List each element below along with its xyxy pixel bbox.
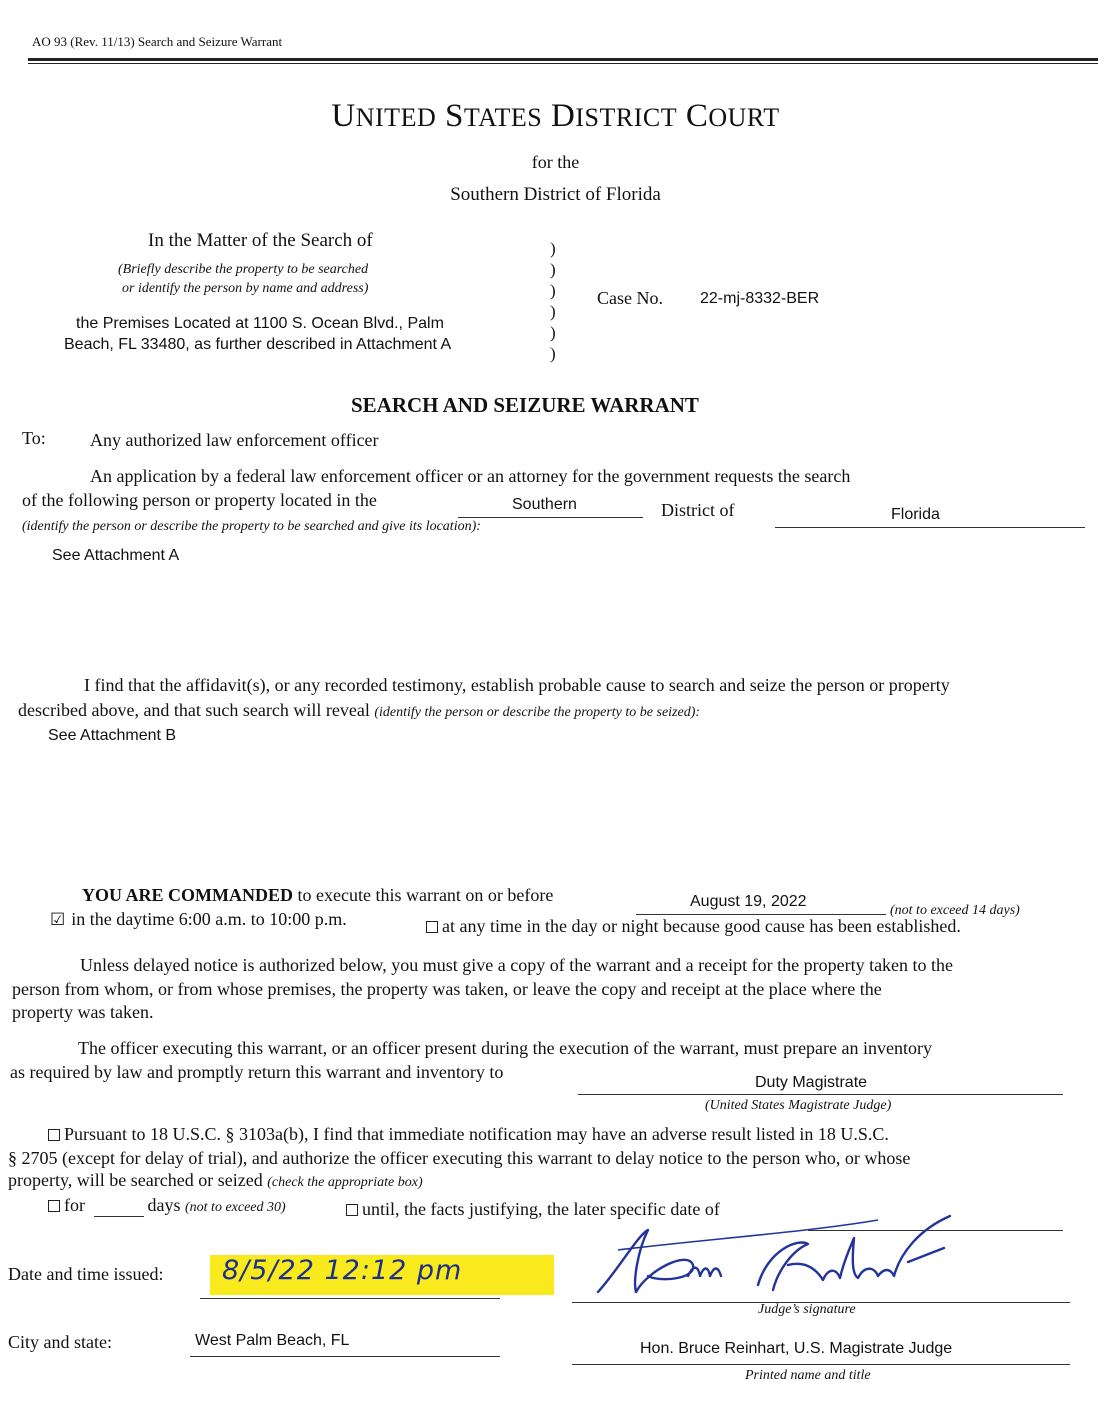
- application-instruction: (identify the person or describe the property to be searched and give its location):: [22, 519, 481, 534]
- anytime-option[interactable]: at any time in the day or night because good cause has been established.: [426, 916, 961, 937]
- to-recipient: Any authorized law enforcement officer: [90, 430, 379, 450]
- pursuant-line-3: property, will be searched or seized (check the appropriate box): [8, 1170, 423, 1190]
- matter-instruction-2: or identify the person by name and address): [122, 281, 369, 296]
- days-blank[interactable]: [94, 1195, 144, 1217]
- to-label: To:: [22, 428, 46, 448]
- judge-printed-name: Hon. Bruce Reinhart, U.S. Magistrate Judge: [640, 1340, 953, 1357]
- command-date-line: [636, 914, 886, 915]
- district-value: Southern: [512, 496, 577, 513]
- pursuant-line-1[interactable]: Pursuant to 18 U.S.C. § 3103a(b), I find that immediate notification may have an adverse result listed in 18 U.S.C.: [48, 1124, 889, 1145]
- unchecked-box-icon: [346, 1204, 358, 1216]
- unchecked-box-icon: [48, 1200, 60, 1212]
- inventory-value: Duty Magistrate: [755, 1074, 868, 1091]
- checked-box-icon: ☑: [50, 910, 66, 929]
- premises-line-1: the Premises Located at 1100 S. Ocean Blvd., Palm: [76, 315, 444, 332]
- application-line-2: of the following person or property located in the: [22, 490, 377, 510]
- district-of-label: District of: [661, 500, 735, 520]
- inventory-caption: (United States Magistrate Judge): [705, 1098, 892, 1113]
- form-id: AO 93 (Rev. 11/13) Search and Seizure Warrant: [32, 34, 283, 49]
- matter-heading: In the Matter of the Search of: [148, 230, 373, 251]
- header-rule: [28, 58, 1098, 61]
- notice-line-2: person from whom, or from whose premises, the property was taken, or leave the copy and receipt at the place where the: [12, 979, 882, 999]
- unchecked-box-icon: [426, 921, 438, 933]
- case-number: 22-mj-8332-BER: [700, 290, 820, 307]
- daytime-option[interactable]: ☑ in the daytime 6:00 a.m. to 10:00 p.m.: [50, 909, 347, 929]
- printed-name-line: [572, 1364, 1070, 1365]
- issued-line: [200, 1298, 500, 1299]
- issued-label: Date and time issued:: [8, 1264, 164, 1284]
- inventory-line-2: as required by law and promptly return this warrant and inventory to: [10, 1062, 504, 1082]
- district-line: [458, 517, 643, 518]
- case-label: Case No.: [597, 288, 663, 308]
- district-name: Southern District of Florida: [450, 184, 661, 205]
- attachment-b: See Attachment B: [48, 727, 177, 744]
- inventory-line: [578, 1094, 1063, 1095]
- for-days-option[interactable]: for days (not to exceed 30): [48, 1195, 286, 1217]
- premises-line-2: Beach, FL 33480, as further described in Attachment A: [64, 336, 452, 353]
- command-limit: (not to exceed 14 days): [890, 903, 1020, 918]
- matter-instruction-1: (Briefly describe the property to be searched: [118, 262, 369, 277]
- city-value: West Palm Beach, FL: [195, 1332, 350, 1349]
- printed-name-caption: Printed name and title: [745, 1368, 871, 1383]
- city-label: City and state:: [8, 1332, 112, 1352]
- judge-signature: [578, 1210, 978, 1305]
- warrant-title: SEARCH AND SEIZURE WARRANT: [351, 393, 699, 417]
- until-option[interactable]: until, the facts justifying, the later specific date of: [346, 1199, 720, 1220]
- handwritten-date-time: 8/5/22 12:12 pm: [222, 1255, 463, 1286]
- finding-line-1: I find that the affidavit(s), or any recorded testimony, establish probable cause to search and seize the person or property: [84, 675, 950, 695]
- unchecked-box-icon: [48, 1129, 60, 1141]
- notice-line-3: property was taken.: [12, 1002, 154, 1022]
- header-rule-thin: [28, 63, 1098, 64]
- inventory-line-1: The officer executing this warrant, or an officer present during the execution of the warrant, must prepare an inventory: [78, 1038, 933, 1058]
- city-line: [190, 1356, 500, 1357]
- matter-brackets: ) ) ) ) ) ): [550, 239, 556, 363]
- attachment-a: See Attachment A: [52, 547, 180, 564]
- for-the: for the: [531, 152, 580, 172]
- signature-caption: Judge’s signature: [758, 1302, 856, 1317]
- notice-line-1: Unless delayed notice is authorized below, you must give a copy of the warrant and a receipt for the property taken to the: [80, 955, 954, 975]
- finding-line-2: described above, and that such search will reveal (identify the person or describe the property to be seized):: [18, 700, 701, 720]
- command-line: YOU ARE COMMANDED to execute this warrant on or before: [82, 885, 554, 905]
- command-date: August 19, 2022: [690, 893, 807, 910]
- application-line-1: An application by a federal law enforcement officer or an attorney for the government requests the search: [90, 466, 851, 486]
- court-title: UNITED STATES DISTRICT COURT: [331, 98, 780, 134]
- state-value: Florida: [891, 506, 940, 523]
- state-line: [775, 527, 1085, 528]
- pursuant-line-2: § 2705 (except for delay of trial), and authorize the officer executing this warrant to delay notice to the person who, or whose: [8, 1148, 911, 1168]
